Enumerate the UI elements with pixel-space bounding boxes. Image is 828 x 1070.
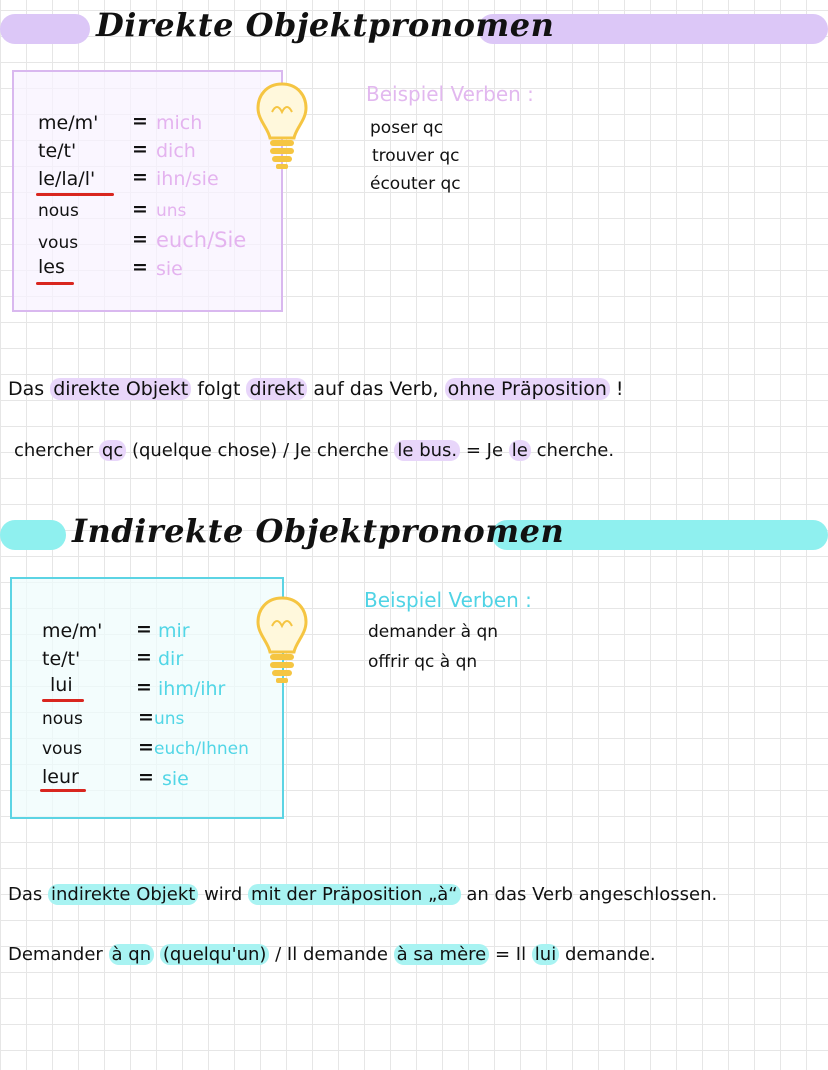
direct-example-2: trouver qc bbox=[372, 146, 460, 166]
indirect-translation-6: sie bbox=[162, 768, 189, 790]
lightbulb-icon bbox=[252, 80, 312, 176]
highlight-le: le bbox=[509, 440, 531, 461]
direct-pronoun-3: le/la/l' bbox=[38, 168, 96, 190]
direct-translation-5: euch/Sie bbox=[156, 228, 247, 252]
lightbulb-icon bbox=[252, 594, 312, 690]
indirect-eq-1: = bbox=[136, 618, 152, 640]
indirect-eq-6: = bbox=[138, 766, 154, 788]
direct-pronoun-6: les bbox=[38, 256, 65, 278]
direct-eq-3: = bbox=[132, 166, 148, 188]
indirect-rule-sentence bbox=[8, 884, 717, 905]
highlight-quelquun: (quelqu'un) bbox=[160, 944, 270, 965]
direct-eq-2: = bbox=[132, 138, 148, 160]
text-segment: demande. bbox=[559, 944, 656, 965]
indirect-eq-4: = bbox=[138, 706, 154, 728]
indirect-underline-3 bbox=[42, 699, 84, 702]
direct-pronoun-5: vous bbox=[38, 233, 79, 253]
highlight-lui: lui bbox=[532, 944, 559, 965]
indirect-pronoun-3: lui bbox=[50, 674, 73, 696]
text-segment: = Il bbox=[489, 944, 532, 965]
indirect-eq-3: = bbox=[136, 676, 152, 698]
direct-eq-5: = bbox=[132, 228, 148, 250]
direct-example-sentence bbox=[14, 440, 614, 461]
indirect-title: Indirekte Objektpronomen bbox=[72, 512, 565, 550]
indirect-translation-5: euch/Ihnen bbox=[154, 739, 249, 759]
text-segment: chercher bbox=[14, 440, 99, 461]
highlight-direkt: direkt bbox=[246, 378, 307, 400]
highlight-indirect-object: indirekte Objekt bbox=[48, 884, 198, 905]
text-segment: an das Verb angeschlossen. bbox=[460, 884, 718, 905]
indirect-pronoun-4: nous bbox=[42, 709, 83, 729]
text-segment: auf das Verb, bbox=[307, 378, 445, 400]
highlight-a-sa-mere: à sa mère bbox=[394, 944, 490, 965]
banner-pill-left bbox=[0, 520, 66, 550]
indirect-eq-5: = bbox=[138, 736, 154, 758]
direct-eq-4: = bbox=[132, 198, 148, 220]
highlight-qc: qc bbox=[99, 440, 126, 461]
direct-eq-6: = bbox=[132, 256, 148, 278]
indirect-example-2: offrir qc à qn bbox=[368, 652, 478, 672]
direct-translation-4: uns bbox=[156, 201, 187, 221]
indirect-translation-4: uns bbox=[154, 709, 185, 729]
direct-pronoun-4: nous bbox=[38, 201, 79, 221]
indirect-pronoun-6: leur bbox=[42, 766, 79, 788]
text-segment: = Je bbox=[460, 440, 509, 461]
direct-title: Direkte Objektpronomen bbox=[96, 6, 555, 44]
direct-rule-sentence bbox=[8, 378, 624, 400]
indirect-banner bbox=[0, 512, 828, 552]
text-segment: Das bbox=[8, 378, 51, 400]
text-segment: wird bbox=[198, 884, 249, 905]
direct-example-1: poser qc bbox=[370, 118, 444, 138]
direct-example-3: écouter qc bbox=[370, 174, 461, 194]
indirect-translation-1: mir bbox=[158, 620, 190, 642]
text-segment: Demander bbox=[8, 944, 109, 965]
highlight-ohne-praeposition: ohne Präposition bbox=[445, 378, 610, 400]
direct-translation-1: mich bbox=[156, 112, 203, 134]
direct-eq-1: = bbox=[132, 110, 148, 132]
indirect-examples-heading: Beispiel Verben : bbox=[364, 588, 532, 612]
indirect-translation-2: dir bbox=[158, 648, 184, 670]
direct-underline-3 bbox=[36, 193, 114, 196]
direct-examples-heading: Beispiel Verben : bbox=[366, 82, 534, 106]
text-segment: Das bbox=[8, 884, 48, 905]
highlight-le-bus: le bus. bbox=[394, 440, 460, 461]
direct-banner bbox=[0, 6, 828, 46]
indirect-example-sentence bbox=[8, 944, 656, 965]
indirect-translation-3: ihm/ihr bbox=[158, 678, 226, 700]
highlight-a-qn: à qn bbox=[109, 944, 155, 965]
indirect-example-1: demander à qn bbox=[368, 622, 499, 642]
direct-pronoun-2: te/t' bbox=[38, 140, 77, 162]
indirect-pronoun-1: me/m' bbox=[42, 620, 103, 642]
direct-translation-2: dich bbox=[156, 140, 196, 162]
direct-underline-6 bbox=[36, 282, 74, 285]
text-segment bbox=[154, 944, 160, 965]
direct-pronoun-1: me/m' bbox=[38, 112, 99, 134]
banner-pill-left bbox=[0, 14, 90, 44]
direct-translation-3: ihn/sie bbox=[156, 168, 219, 190]
indirect-underline-6 bbox=[40, 789, 86, 792]
highlight-mit-praeposition: mit der Präposition „à“ bbox=[248, 884, 461, 905]
text-segment: ! bbox=[609, 378, 624, 400]
direct-translation-6: sie bbox=[156, 258, 183, 280]
text-segment: (quelque chose) / Je cherche bbox=[126, 440, 395, 461]
text-segment: / Il demande bbox=[269, 944, 394, 965]
indirect-pronoun-2: te/t' bbox=[42, 648, 81, 670]
indirect-eq-2: = bbox=[136, 646, 152, 668]
text-segment: folgt bbox=[191, 378, 247, 400]
highlight-direct-object: direkte Objekt bbox=[50, 378, 191, 400]
indirect-pronoun-5: vous bbox=[42, 739, 83, 759]
text-segment: cherche. bbox=[530, 440, 615, 461]
